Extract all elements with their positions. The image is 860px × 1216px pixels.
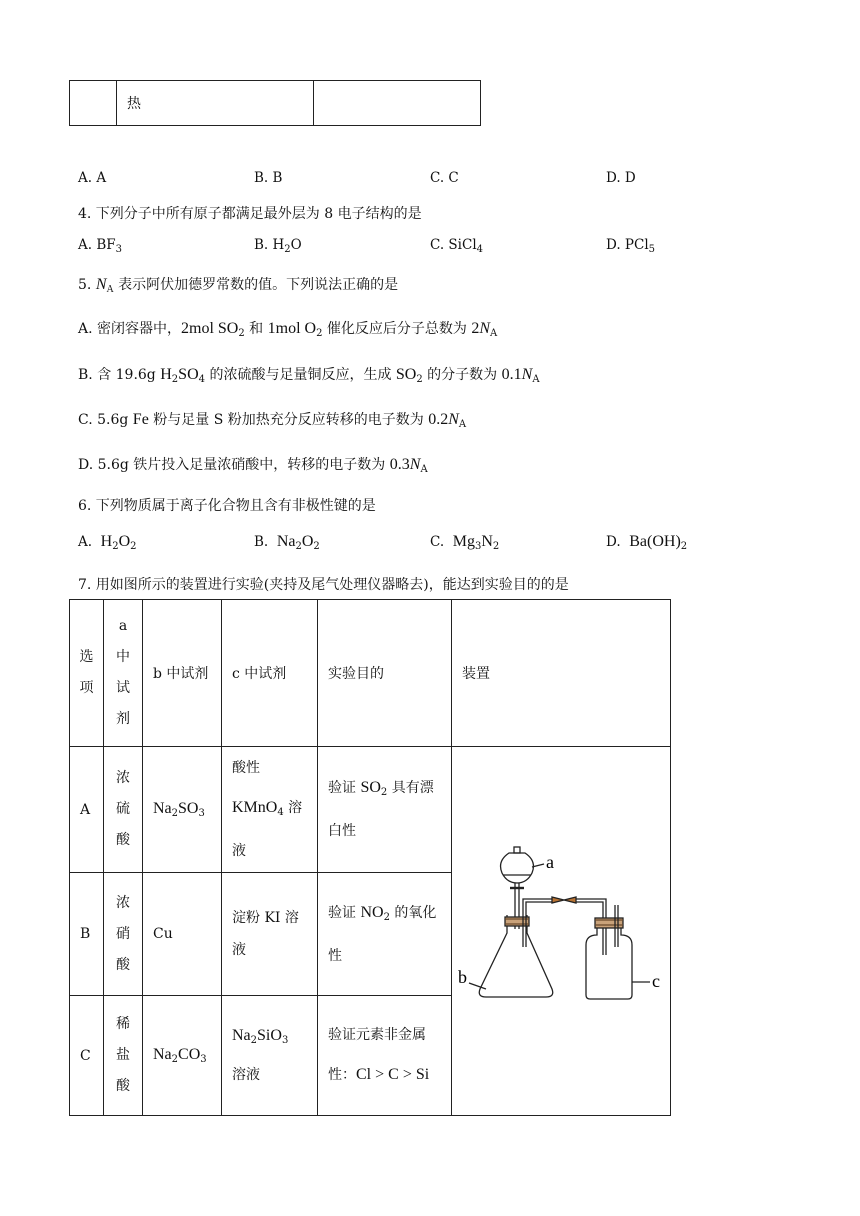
q6-option-a: A. $H_2O_2$	[78, 533, 137, 552]
q6-option-d: D. $Ba(OH)_2$	[606, 533, 688, 552]
table-row	[70, 747, 671, 873]
q3-option-c: C. C	[430, 170, 459, 186]
q5-option-c: C. 5.6g Fe 粉与足量 S 粉加热充分反应转移的电子数为 $0.2N_A$	[78, 411, 467, 430]
header-device: 装置	[452, 600, 671, 747]
q4-stem: 4. 下列分子中所有原子都满足最外层为 8 电子结构的是	[78, 206, 422, 222]
q5-option-b: B. 含 19.6g $H_2SO_4$ 的浓硫酸与足量铜反应，生成 $SO_2$ 的分子数为 $0.1N_A$	[78, 366, 540, 385]
row-option: C	[70, 996, 104, 1116]
table-header-row	[70, 600, 671, 747]
row-a-reagent: 稀 盐 酸	[104, 996, 143, 1116]
q4-option-c: C. SiCl$_4$	[430, 237, 484, 255]
q6-option-c: C. $Mg_3N_2$	[430, 533, 500, 552]
label-b: b	[458, 967, 467, 987]
row-a-reagent: 浓 硝 酸	[104, 873, 143, 996]
q3-options	[78, 170, 798, 186]
q4-option-a: A. $BF_3$	[78, 237, 122, 255]
header-b-reagent: b 中试剂	[143, 600, 222, 747]
top-table-cell-3	[314, 81, 481, 126]
label-c: c	[652, 971, 660, 991]
row-b-reagent: $Na_2SO_3$	[143, 747, 222, 873]
row-option: B	[70, 873, 104, 996]
q7-stem: 7. 用如图所示的装置进行实验(夹持及尾气处理仪器略去)，能达到实验目的的是	[78, 577, 569, 593]
q6-option-b: B. $Na_2O_2$	[254, 533, 320, 552]
q5-option-a: A. 密闭容器中，2mol $SO_2$ 和 1mol $O_2$ 催化反应后分子总数为 $2N_A$	[78, 320, 498, 339]
label-a: a	[546, 852, 554, 872]
row-goal: 验证 $SO_2$ 具有漂 白性	[318, 747, 452, 873]
funnel-stopper	[514, 847, 520, 853]
apparatus-diagram	[452, 747, 660, 1111]
q4-options	[78, 237, 798, 255]
header-goal: 实验目的	[318, 600, 452, 747]
q6-stem: 6. 下列物质属于离子化合物且含有非极性键的是	[78, 498, 376, 514]
q5-option-d: D. 5.6g 铁片投入足量浓硝酸中，转移的电子数为 $0.3N_A$	[78, 456, 428, 475]
row-b-reagent: $Na_2CO_3$	[143, 996, 222, 1116]
q6-options	[78, 533, 798, 552]
q3-option-a: A. A	[78, 170, 107, 186]
apparatus-cell	[452, 747, 671, 1116]
top-table-cell-1	[70, 81, 117, 126]
row-option: A	[70, 747, 104, 873]
q3-option-d: D. D	[606, 170, 636, 186]
q3-option-b: B. B	[254, 170, 283, 186]
row-b-reagent: Cu	[143, 873, 222, 996]
q4-option-b: B. $H_2O$	[254, 237, 302, 255]
header-option: 选 项	[70, 600, 104, 747]
label-b-leader	[469, 983, 486, 989]
row-goal: 验证 $NO_2$ 的氧化 性	[318, 873, 452, 996]
q7-table	[69, 599, 671, 1116]
top-table-cell-2: 热	[117, 81, 314, 126]
row-c-reagent: 淀粉 KI 溶 液	[222, 873, 318, 996]
funnel-bulb	[501, 853, 534, 883]
q5-stem: 5. $N_A$ 表示阿伏加德罗常数的值。下列说法正确的是	[78, 276, 399, 295]
row-c-reagent: $Na_2SiO_3$ 溶液	[222, 996, 318, 1116]
q4-option-d: D. PCl$_5$	[606, 237, 656, 255]
conical-flask	[479, 915, 553, 997]
header-c-reagent: c 中试剂	[222, 600, 318, 747]
row-goal: 验证元素非金属 性：Cl > C > Si	[318, 996, 452, 1116]
washing-bottle	[586, 928, 632, 999]
row-a-reagent: 浓 硫 酸	[104, 747, 143, 873]
top-table-fragment	[69, 80, 481, 126]
header-a-reagent: a 中 试 剂	[104, 600, 143, 747]
row-c-reagent: 酸性 KMnO$_4$ 溶 液	[222, 747, 318, 873]
